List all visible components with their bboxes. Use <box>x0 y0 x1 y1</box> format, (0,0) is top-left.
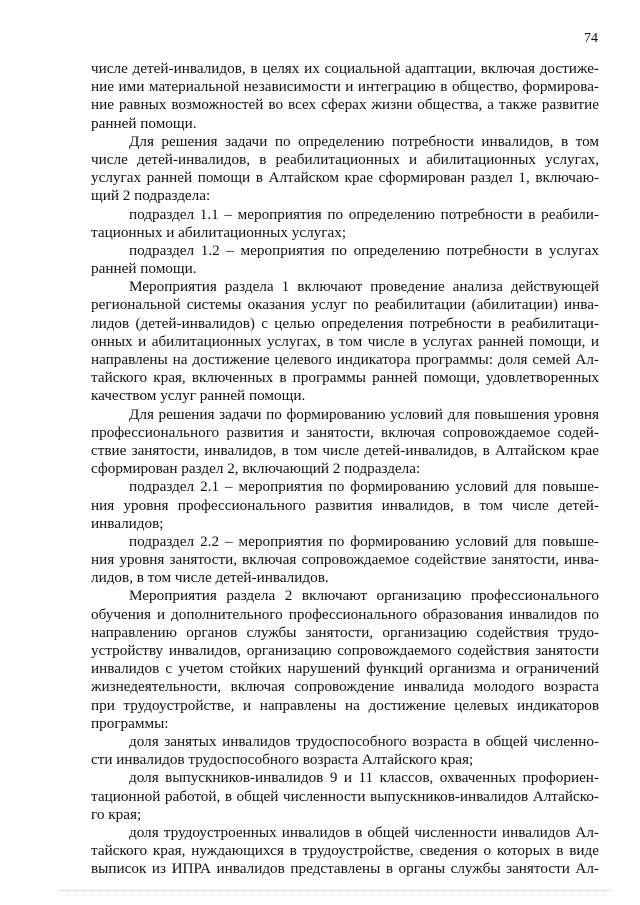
text-line: подраздел 1.2 – мероприятия по определению потребности в услугах <box>129 241 599 259</box>
text-line: тайского края, включенных в программы ранней помощи, удовлетворенных <box>91 369 599 387</box>
text-line: инвалидов; <box>91 514 164 532</box>
text-line: инвалидов с учетом стойких нарушений функций организма и ограничений <box>91 660 599 678</box>
text-line: направлению органов службы занятости, организацию содействия трудо- <box>91 623 599 641</box>
text-line: программы: <box>91 714 169 732</box>
text-line: подраздел 1.1 – мероприятия по определению потребности в реабили- <box>129 205 599 223</box>
text-line: устройству инвалидов, организацию сопровождаемого содействия занятости <box>91 642 599 659</box>
text-line: тационной работой, в общей численности выпускников-инвалидов Алтайско- <box>91 787 599 805</box>
text-line: лидов, в том числе детей-инвалидов. <box>91 569 329 587</box>
text-line: Для решения задачи по формированию условий для повышения уровня <box>129 405 599 423</box>
text-line: подраздел 2.1 – мероприятия по формированию условий для повыше- <box>129 478 599 496</box>
text-line: Для решения задачи по определению потребности инвалидов, в том <box>129 132 599 150</box>
text-line: региональной системы оказания услуг по реабилитации (абилитации) инва- <box>91 296 599 314</box>
text-line: сформирован раздел 2, включающий 2 подраздела: <box>91 460 421 478</box>
text-line: доля трудоустроенных инвалидов в общей численности инвалидов Ал- <box>129 823 599 841</box>
page-number: 74 <box>584 31 598 46</box>
text-line: числе детей-инвалидов, в целях их социальной адаптации, включая достиже- <box>91 60 599 77</box>
text-line: доля выпускников-инвалидов 9 и 11 классов, охваченных профориен- <box>129 769 599 787</box>
body-text <box>91 60 599 878</box>
text-line: числе детей-инвалидов, в реабилитационных и абилитационных услугах, <box>91 150 599 168</box>
text-line: при трудоустройстве, и направлены на достижение целевых индикаторов <box>91 696 599 714</box>
text-line: направлены на достижение целевого индикатора программы: доля семей Ал- <box>91 351 599 368</box>
text-line: ния уровня профессионального развития инвалидов, в том числе детей- <box>91 496 599 514</box>
text-line: Мероприятия раздела 1 включают проведение анализа действующей <box>129 278 599 296</box>
text-line: профессионального развития и занятости, включая сопровождаемое содей- <box>91 423 599 441</box>
text-line: тационных и абилитационных услугах; <box>91 223 347 241</box>
text-line: качеством услуг ранней помощи. <box>91 387 306 405</box>
text-line: онных и абилитационных услугах, в том числе в услугах ранней помощи, и <box>91 332 599 350</box>
text-line: тайского края, нуждающихся в трудоустройстве, сведения о которых в виде <box>91 842 599 860</box>
text-line: Мероприятия раздела 2 включают организацию профессионального <box>129 587 599 605</box>
text-line: подраздел 2.2 – мероприятия по формированию условий для повыше- <box>129 532 599 550</box>
text-line: жизнедеятельности, включая сопровождение инвалида молодого возраста <box>91 678 599 696</box>
text-line: ние равных возможностей во всех сферах жизни общества, а также развитие <box>91 96 599 114</box>
text-line: сти инвалидов трудоспособного возраста Алтайского края; <box>91 751 474 769</box>
text-line: лидов (детей-инвалидов) с целью определения потребности в реабилитаци- <box>91 314 599 332</box>
text-line: ние ими материальной независимости и интеграцию в общество, формирова- <box>91 78 599 96</box>
text-line: выписок из ИПРА инвалидов представлены в органы службы занятости Ал- <box>91 860 599 878</box>
text-line: услугах ранней помощи в Алтайском крае сформирован раздел 1, включаю- <box>91 169 599 187</box>
text-line: обучения и дополнительного профессионального образования инвалидов по <box>91 605 599 623</box>
text-line: ранней помощи. <box>91 260 197 278</box>
text-line: го края; <box>91 805 142 823</box>
scan-artifact-line <box>60 890 612 893</box>
text-line: ния уровня занятости, включая сопровождаемое содействие занятости, инва- <box>91 551 599 569</box>
text-line: ствие занятости, инвалидов, в том числе детей-инвалидов, в Алтайском крае <box>91 441 599 459</box>
text-line: доля занятых инвалидов трудоспособного возраста в общей численно- <box>129 732 599 750</box>
text-line: щий 2 подраздела: <box>91 187 211 205</box>
text-line: ранней помощи. <box>91 114 197 132</box>
